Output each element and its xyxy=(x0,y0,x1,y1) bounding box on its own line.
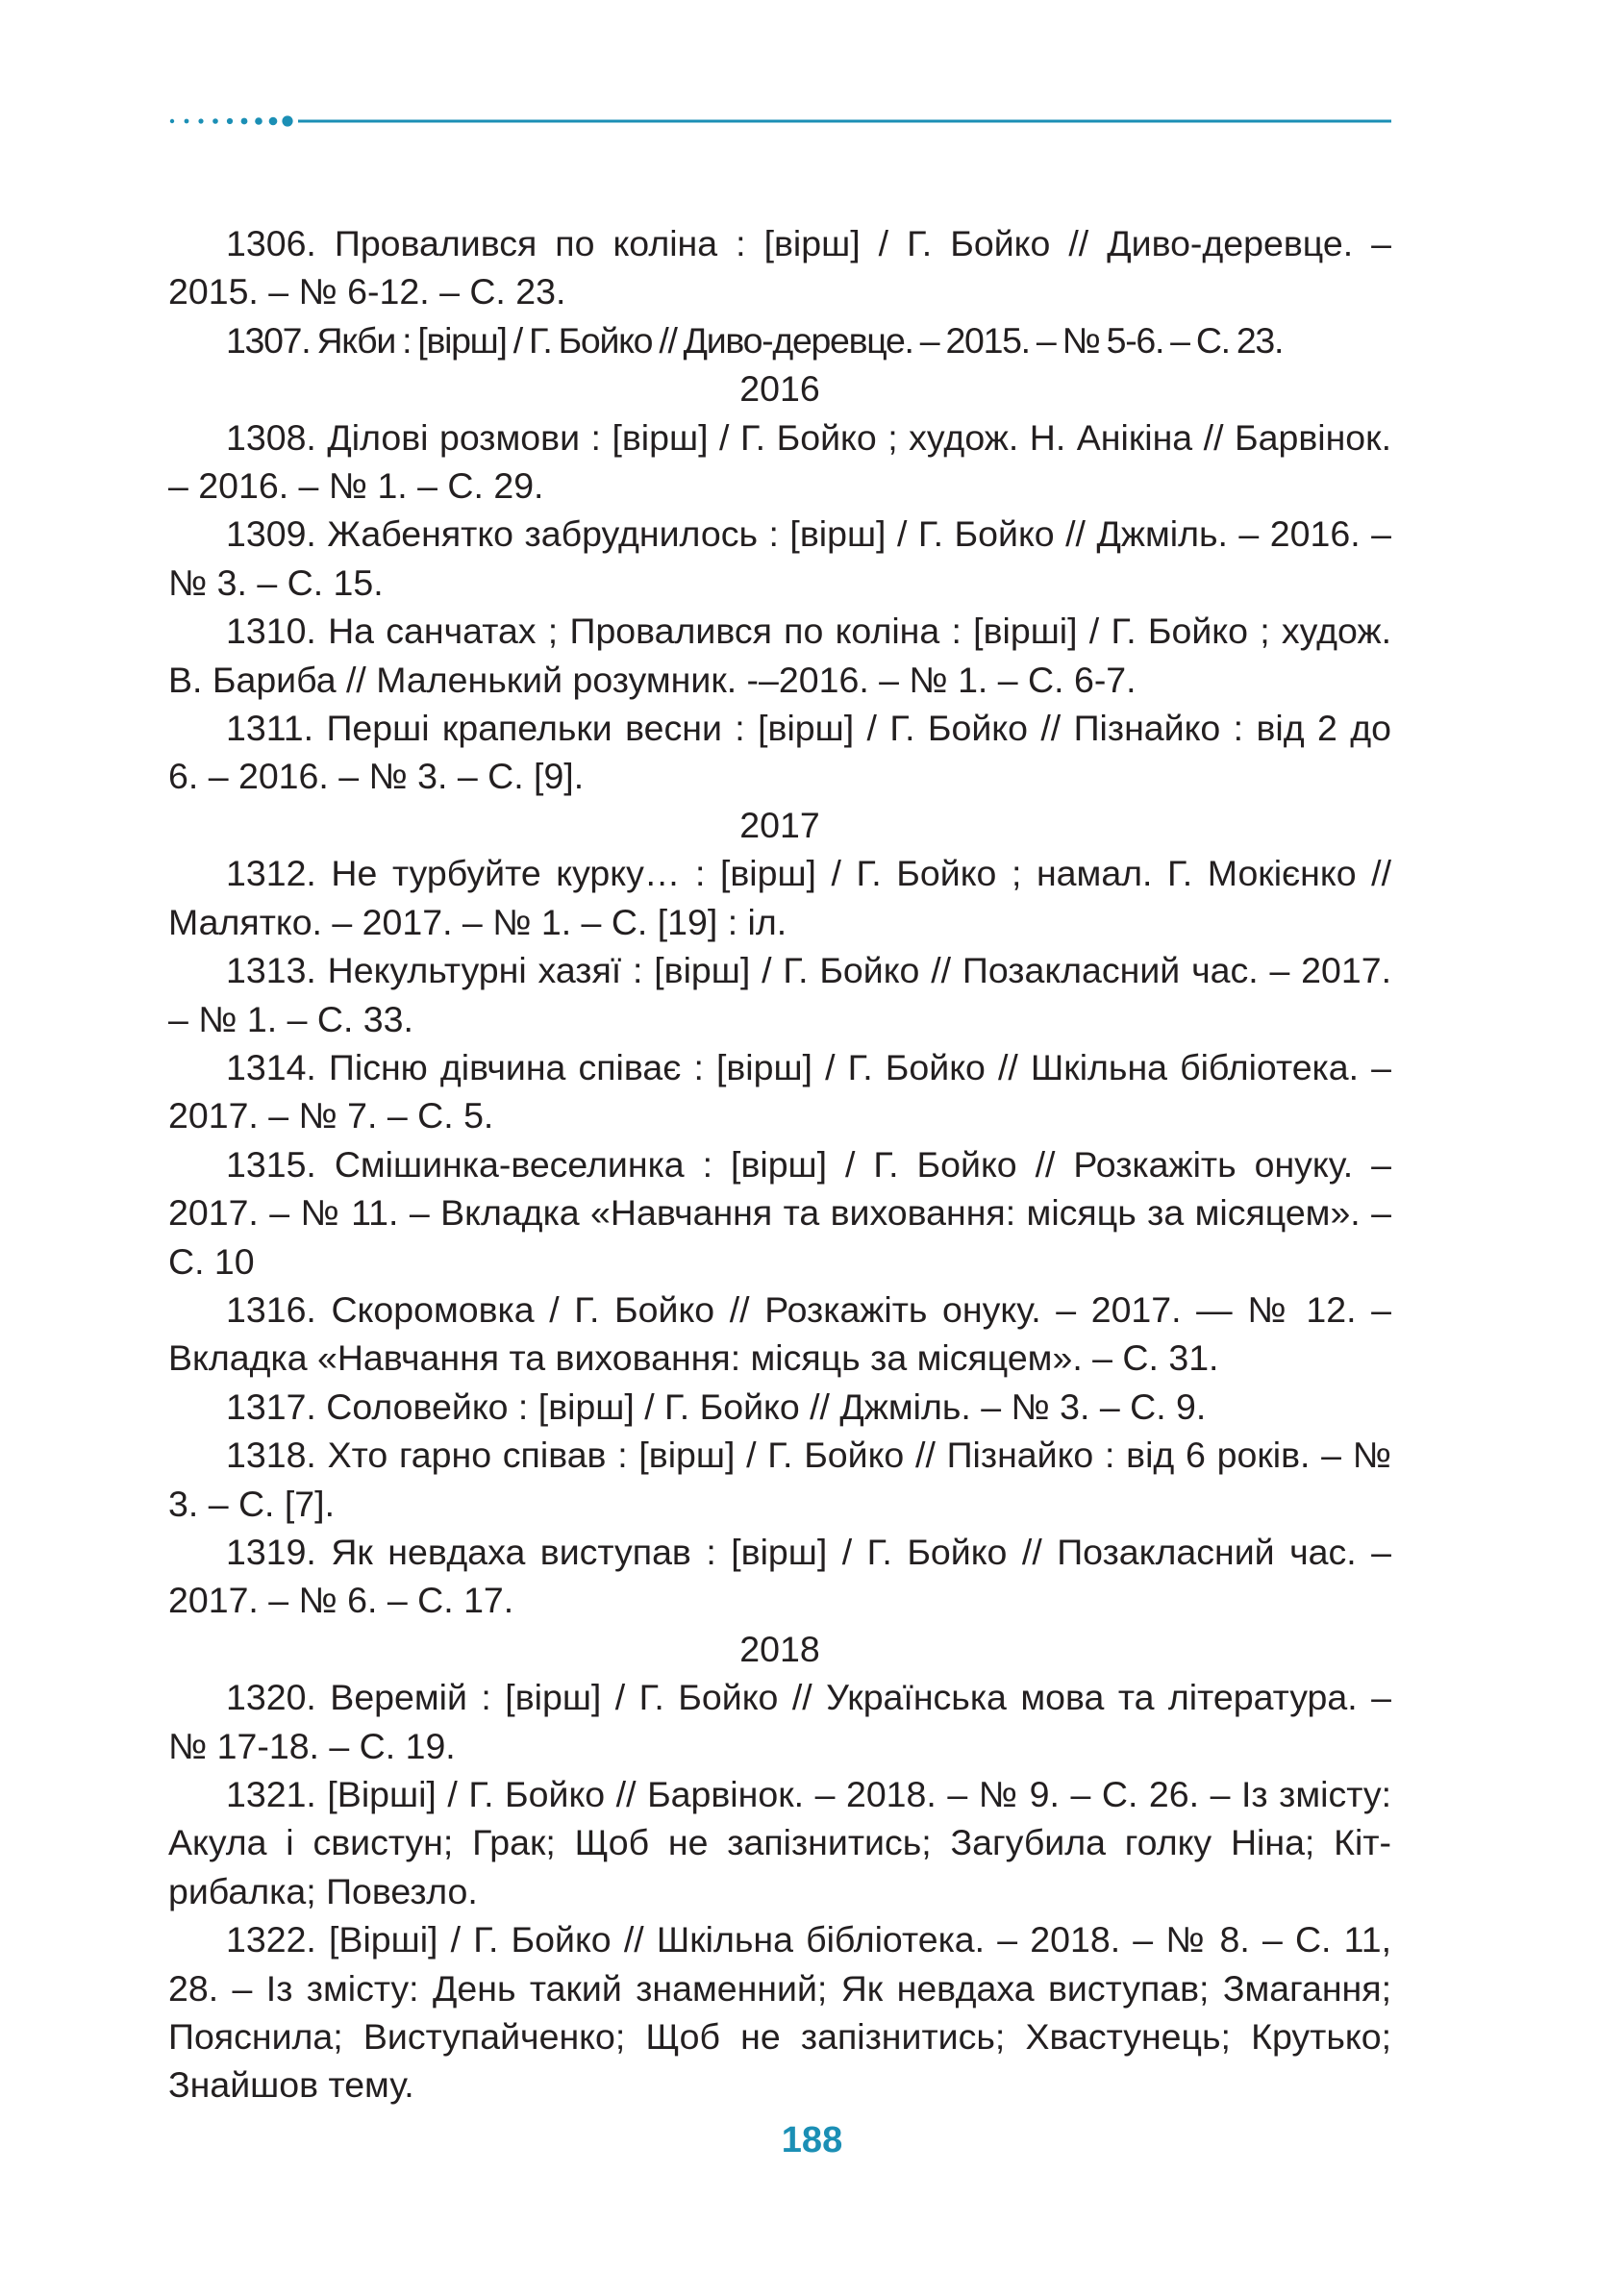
rule-dot xyxy=(198,118,203,123)
entry-1307: 1307. Якби : [вірш] / Г. Бойко // Диво-деревце. – 2015. – № 5-6. – С. 23. xyxy=(226,319,1284,361)
header-rule xyxy=(168,113,1391,129)
entry-1319: 1319. Як невдаха виступав : [вірш] / Г. Бойко // Позакласний час. – 2017. – № 6. – С. 17. xyxy=(168,1531,1391,1621)
entry-1320: 1320. Веремій : [вірш] / Г. Бойко // Українська мова та література. – № 17-18. – С. 19. xyxy=(168,1677,1391,1766)
entry-1314: 1314. Пісню дівчина співає : [вірш] / Г. Бойко // Шкільна бібліотека. – 2017. – № 7. – С. 5. xyxy=(168,1046,1391,1136)
entry-1306: 1306. Провалився по коліна : [вірш] / Г. Бойко // Диво-деревце. – 2015. – № 6-12. – С. 23. xyxy=(168,223,1391,312)
rule-dot xyxy=(282,115,292,126)
rule-dot xyxy=(269,117,278,126)
rule-dot xyxy=(185,119,189,124)
entry-1311: 1311. Перші крапельки весни : [вірш] / Г. Бойко // Пізнайко : від 2 до 6. – 2016. – № 3. – С. [9]. xyxy=(168,708,1391,797)
entry-1316: 1316. Скоромовка / Г. Бойко // Розкажіть онуку. – 2017. — № 12. – Вкладка «Навчання та виховання: місяць за місяцем». – С. 31. xyxy=(168,1288,1391,1379)
rule-dot xyxy=(227,118,233,124)
entry-1318: 1318. Хто гарно співав : [вірш] / Г. Бойко // Пізнайко : від 6 років. – № 3. – С. [7]. xyxy=(168,1435,1391,1524)
entry-1309: 1309. Жабенятко забруднилось : [вірш] / Г. Бойко // Джміль. – 2016. – № 3. – С. 15. xyxy=(168,513,1391,603)
entry-1310: 1310. На санчатах ; Провалився по коліна : [вірші] / Г. Бойко ; худож. В. Бариба // Маленький розумник. -–2016. – № 1. – С. 6-7. xyxy=(168,611,1391,700)
rule-dot xyxy=(255,117,262,125)
entry-1308: 1308. Ділові розмови : [вірш] / Г. Бойко ; худож. Н. Анікіна // Барвінок. – 2016. – № 1. – С. 29. xyxy=(168,416,1391,507)
rule-dot xyxy=(241,118,248,125)
entry-1313: 1313. Некультурні хазяї : [вірш] / Г. Бойко // Позакласний час. – 2017. – № 1. – С. 33. xyxy=(168,950,1391,1039)
dotted-rule-decoration xyxy=(168,113,1391,129)
entry-1312: 1312. Не турбуйте курку… : [вірш] / Г. Бойко ; намал. Г. Мокієнко // Малятко. – 2017. – № 1. – С. [19] : іл. xyxy=(168,853,1391,942)
entry-1315: 1315. Смішинка-веселинка : [вірш] / Г. Бойко // Розкажіть онуку. – 2017. – № 11. – Вкладка «Навчання та виховання: місяць за місяцем». – С. 10 xyxy=(168,1143,1391,1282)
rule-dot xyxy=(212,118,218,124)
year-heading-2017: 2017 xyxy=(739,804,820,845)
entry-1317: 1317. Соловейко : [вірш] / Г. Бойко // Джміль. – № 3. – С. 9. xyxy=(226,1386,1207,1427)
entry-1321: 1321. [Вірші] / Г. Бойко // Барвінок. – 2018. – № 9. – С. 26. – Із змісту: Акула і свистун; Грак; Щоб не запізнитись; Загубила голку Ніна; Кіт-рибалка; Повезло. xyxy=(168,1774,1391,1911)
entry-1322: 1322. [Вірші] / Г. Бойко // Шкільна бібліотека. – 2018. – № 8. – С. 11, 28. – Із змісту: День такий знаменний; Як невдаха виступав; Змагання; Пояснила; Виступайченко; Щоб не запізнитись; Хвастунець; Крутько; Знайшов тему. xyxy=(168,1919,1391,2106)
bibliography-list xyxy=(168,219,1391,2110)
page-number: 188 xyxy=(781,2120,843,2160)
year-heading-2016: 2016 xyxy=(739,368,820,410)
rule-dot xyxy=(170,119,174,123)
year-heading-2018: 2018 xyxy=(739,1628,820,1669)
